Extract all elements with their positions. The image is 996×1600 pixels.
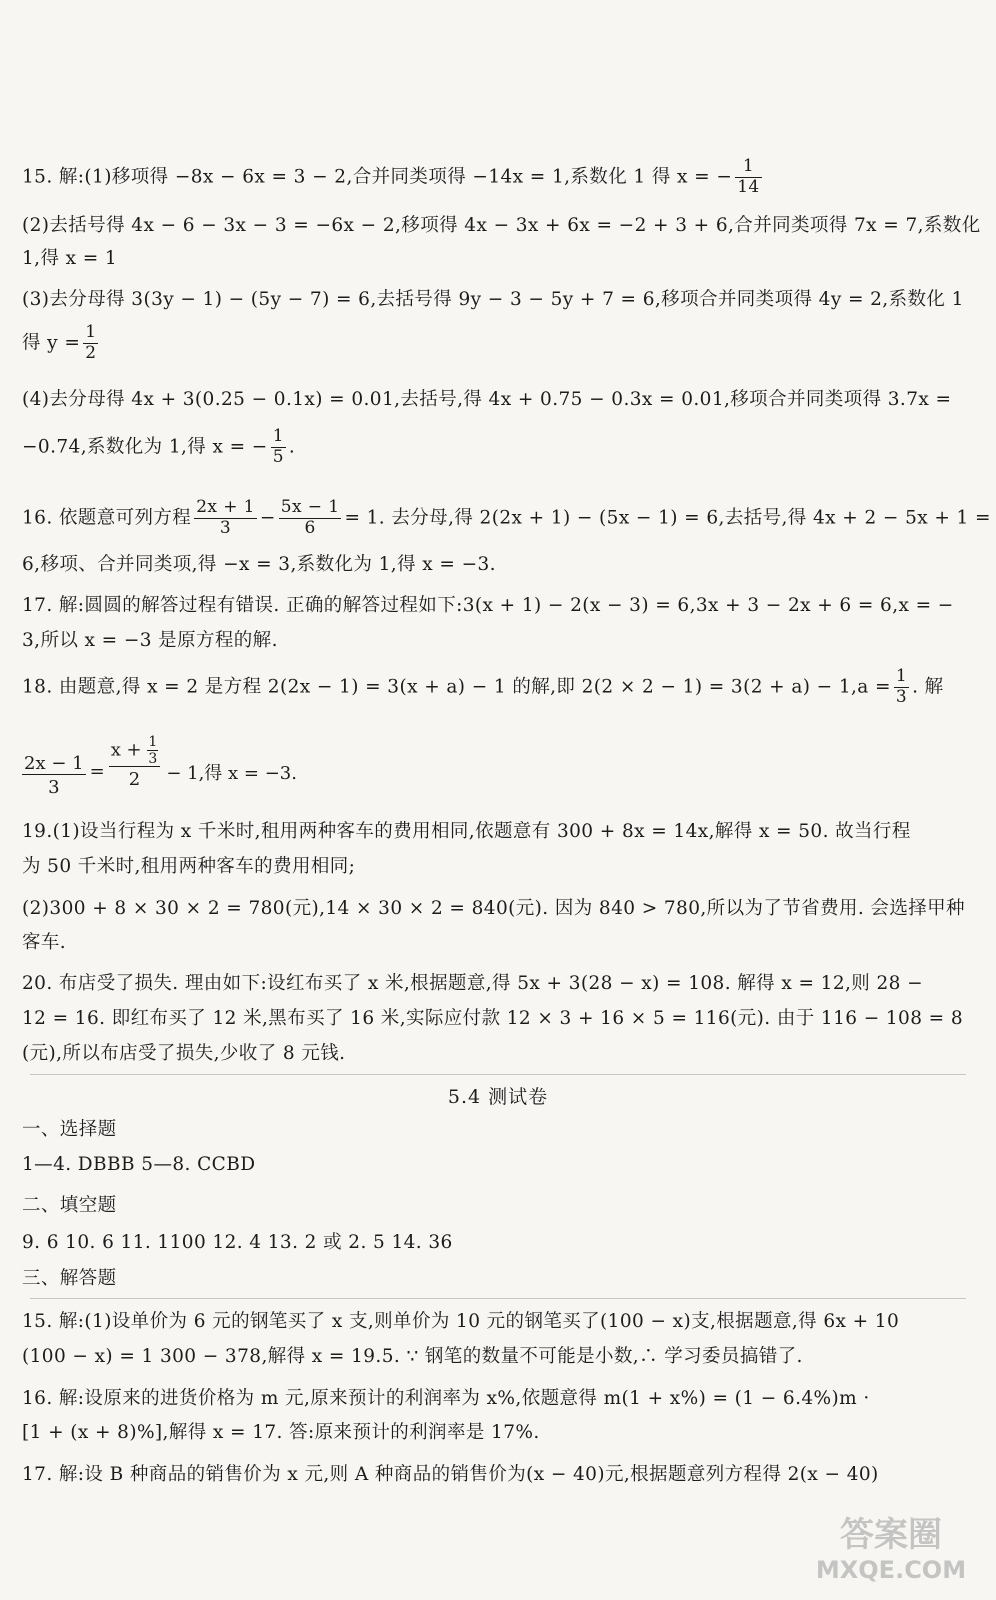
answer-19-line-1: 19.(1)设当行程为 x 千米时,租用两种客车的费用相同,依题意有 300 + 8x = 14x,解得 x = 50. 故当行程 bbox=[22, 821, 911, 842]
section-heading-solve: 三、解答题 bbox=[22, 1268, 117, 1289]
answer-15-line-1: 15. 解:(1)移项得 −8x − 6x = 3 − 2,合并同类项得 −14x = 1,系数化 1 得 x = − $\frac{1}{14}$ bbox=[22, 156, 760, 197]
answer-15-line-4: (3)去分母得 3(3y − 1) − (5y − 7) = 6,去括号得 9y − 3 − 5y + 7 = 6,移项合并同类项得 4y = 2,系数化 1 bbox=[22, 289, 964, 310]
inner-fraction: $\frac{1}{3}$ bbox=[148, 734, 158, 768]
answer-18-line-1: 18. 由题意,得 x = 2 是方程 2(2x − 1) = 3(x + a) − 1 的解,即 2(2 × 2 − 1) = 3(2 + a) − 1,a = $\frac{1}{3}$ . 解 bbox=[22, 666, 944, 707]
fraction: $\frac{1}{14}$ bbox=[737, 156, 760, 197]
choice-answers: 1—4. DBBB 5—8. CCBD bbox=[22, 1154, 256, 1175]
fraction: $\frac{2x - 1}{3}$ bbox=[22, 728, 86, 798]
answer-15-line-5: 得 y = $\frac{1}{2}$ bbox=[22, 322, 97, 363]
answer-15-line-3: 1,得 x = 1 bbox=[22, 248, 118, 269]
test-16-line-2: [1 + (x + 8)%],解得 x = 17. 答:原来预计的利润率是 17%. bbox=[22, 1422, 540, 1443]
section-title: 5.4 测试卷 bbox=[447, 1086, 549, 1108]
answer-20-line-3: (元),所以布店受了损失,少收了 8 元钱. bbox=[22, 1043, 346, 1064]
answer-15-line-6: (4)去分母得 4x + 3(0.25 − 0.1x) = 0.01,去括号,得 4x + 0.75 − 0.3x = 0.01,移项合并同类项得 3.7x = bbox=[22, 389, 952, 410]
fraction: $\frac{2x + 1}{3}$ bbox=[196, 497, 255, 538]
divider bbox=[30, 1298, 966, 1299]
answer-15-line-2: (2)去括号得 4x − 6 − 3x − 3 = −6x − 2,移项得 4x − 3x + 6x = −2 + 3 + 6,合并同类项得 7x = 7,系数化 bbox=[22, 215, 981, 236]
svg-text:答案圈: 答案圈 bbox=[840, 1515, 942, 1555]
answer-17-line-1: 17. 解:圆圆的解答过程有错误. 正确的解答过程如下:3(x + 1) − 2(x − 3) = 6,3x + 3 − 2x + 6 = 6,x = − bbox=[22, 595, 954, 616]
test-16-line-1: 16. 解:设原来的进货价格为 m 元,原来预计的利润率为 x%,依题意得 m(1 + x%) = (1 − 6.4%)m · bbox=[22, 1388, 870, 1409]
answer-15-line-7: −0.74,系数化为 1,得 x = − $\frac{1}{5}$ . bbox=[22, 426, 296, 467]
answer-19-line-3: (2)300 + 8 × 30 × 2 = 780(元),14 × 30 × 2 = 840(元). 因为 840 > 780,所以为了节省费用. 会选择甲种 bbox=[22, 898, 965, 919]
test-15-line-2: (100 − x) = 1 300 − 378,解得 x = 19.5. ∵ 钢笔的数量不可能是小数,∴ 学习委员搞错了. bbox=[22, 1346, 803, 1367]
answer-16-line-2: 6,移项、合并同类项,得 −x = 3,系数化为 1,得 x = −3. bbox=[22, 554, 496, 575]
compound-fraction: x + $\frac{1}{3}$ 2 bbox=[109, 735, 161, 790]
answer-19-line-2: 为 50 千米时,租用两种客车的费用相同; bbox=[22, 856, 356, 877]
section-heading-choice: 一、选择题 bbox=[22, 1119, 117, 1140]
answer-20-line-1: 20. 布店受了损失. 理由如下:设红布买了 x 米,根据题意,得 5x + 3(28 − x) = 108. 解得 x = 12,则 28 − bbox=[22, 973, 923, 994]
fraction: $\frac{1}{2}$ bbox=[85, 322, 97, 363]
divider bbox=[30, 1074, 966, 1075]
svg-text:MXQE.COM: MXQE.COM bbox=[815, 1556, 967, 1584]
fill-answers: 9. 6 10. 6 11. 1100 12. 4 13. 2 或 2. 5 14. 36 bbox=[22, 1232, 453, 1253]
answer-18-compound-equation: $\frac{2x - 1}{3}$ = x + $\frac{1}{3}$ 2 − 1,得 x = −3. bbox=[22, 728, 297, 798]
fraction: $\frac{1}{5}$ bbox=[272, 426, 284, 467]
answer-19-line-4: 客车. bbox=[22, 932, 67, 953]
watermark-logo bbox=[806, 1506, 976, 1586]
fraction: $\frac{5x - 1}{6}$ bbox=[280, 497, 340, 538]
fraction: $\frac{1}{3}$ bbox=[895, 666, 908, 707]
test-17-line-1: 17. 解:设 B 种商品的销售价为 x 元,则 A 种商品的销售价为(x − 40)元,根据题意列方程得 2(x − 40) bbox=[22, 1464, 879, 1485]
answer-17-line-2: 3,所以 x = −3 是原方程的解. bbox=[22, 630, 278, 651]
section-heading-fill: 二、填空题 bbox=[22, 1195, 117, 1216]
answer-16-line-1: 16. 依题意可列方程 $\frac{2x + 1}{3}$ − $\frac{5x - 1}{6}$ = 1. 去分母,得 2(2x + 1) − (5x − 1) = 6,去括号,得 4x + 2 − 5x + 1 = bbox=[22, 497, 991, 538]
answer-20-line-2: 12 = 16. 即红布买了 12 米,黑布买了 16 米,实际应付款 12 × 3 + 16 × 5 = 116(元). 由于 116 − 108 = 8 bbox=[22, 1008, 964, 1029]
test-15-line-1: 15. 解:(1)设单价为 6 元的钢笔买了 x 支,则单价为 10 元的钢笔买了(100 − x)支,根据题意,得 6x + 10 bbox=[22, 1311, 900, 1332]
